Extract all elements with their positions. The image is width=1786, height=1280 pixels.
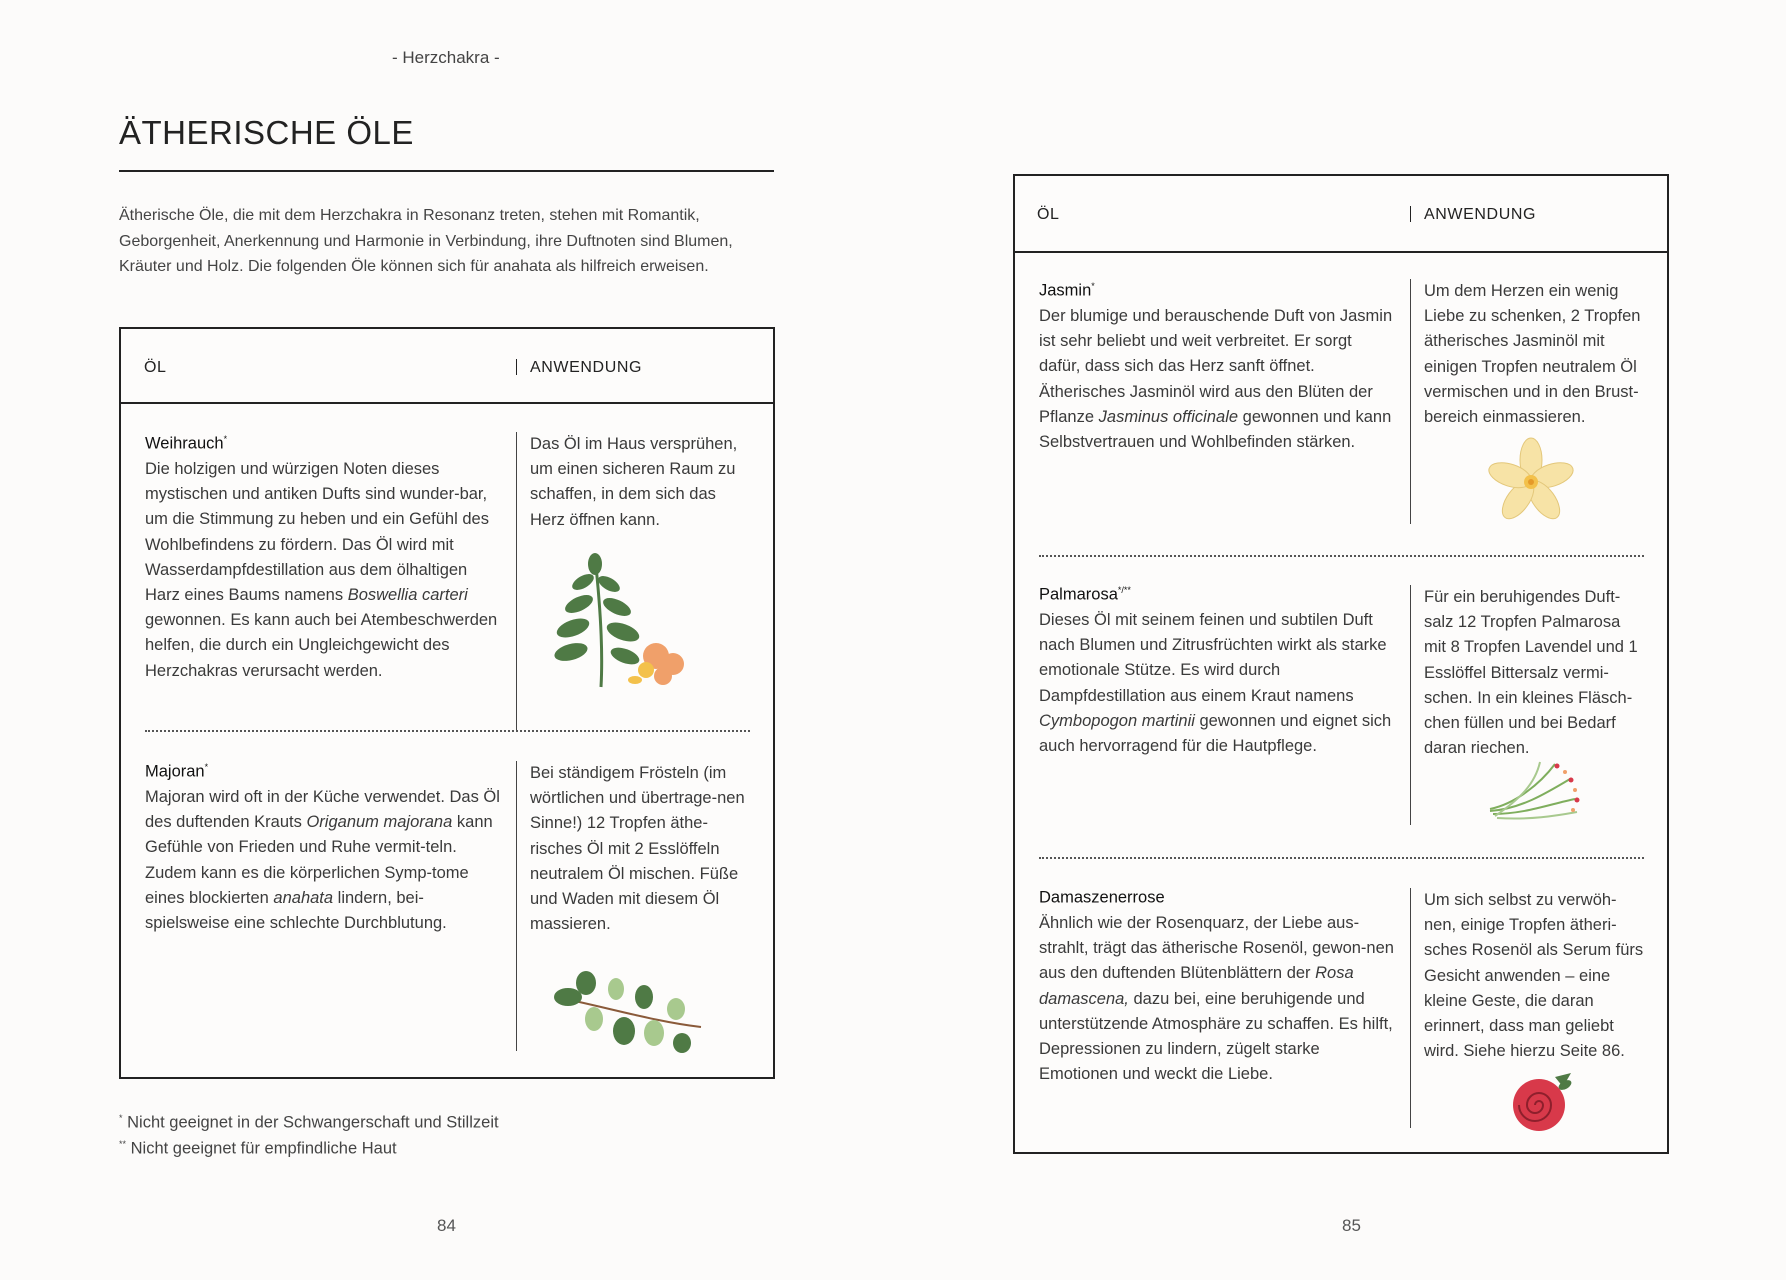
marjoram-sprig-icon <box>546 967 706 1062</box>
page-number: 84 <box>437 1216 456 1235</box>
oil-description-palmarosa: Dieses Öl mit seinem feinen und subtilen Duft nach Blumen und Zitrusfrüchten wirkt als starke emotionale Stütze. Es wird durch Dampfdestillation aus einem Kraut namens Cymbopogon martinii gewonnen und eignet sich auch hervorragend für die Hautpflege. <box>1039 611 1392 756</box>
right-page <box>893 0 1786 1280</box>
header-col-usage: ANWENDUNG <box>1424 206 1537 223</box>
column-divider <box>1410 888 1411 1128</box>
header-separator <box>516 359 517 375</box>
header-col-oil: ÖL <box>144 359 167 376</box>
page-number: 85 <box>1342 1216 1361 1235</box>
row-divider <box>1039 555 1644 557</box>
oils-table-right <box>1013 174 1669 1154</box>
column-divider <box>1410 585 1411 825</box>
running-head: - Herzchakra - <box>392 48 500 67</box>
oil-description-majoran: Majoran wird oft in der Küche verwendet. Das Öl des duftenden Krauts Origanum majorana kann Gefühle von Frieden und Ruhe vermit-teln. Zudem kann es die körperlichen Symp-tome eines blockierten anahata lindern, bei-spielsweise eine schlechte Durchblutung. <box>145 788 500 933</box>
oil-description-jasmin: Der blumige und berauschende Duft von Jasmin ist sehr beliebt und weit verbreitet. Er sorgt dafür, dass sich das Herz sanft öffnet. Ätherisches Jasminöl wird aus den Blüten der Pflanze Jasminus officinale gewonnen und kann Selbstvertrauen und Wohlbefinden stärken. <box>1039 307 1393 452</box>
oil-name-weihrauch: Weihrauch* <box>145 434 228 453</box>
footnote-sensitive-skin: ** Nicht geeignet für empfindliche Haut <box>119 1139 397 1158</box>
table-header <box>1015 176 1667 253</box>
row-divider <box>1039 857 1644 859</box>
palmarosa-grass-icon <box>1485 754 1585 829</box>
footnote-pregnancy: * Nicht geeignet in der Schwangerschaft und Stillzeit <box>119 1113 499 1132</box>
oil-usage-majoran: Bei ständigem Frösteln (im wörtlichen und übertrage-nen Sinne!) 12 Tropfen äthe-risches Öl mit 2 Esslöffeln neutralem Öl mischen. Füße und Waden mit diesem Öl massieren. <box>530 764 745 934</box>
header-col-oil: ÖL <box>1037 206 1060 223</box>
column-divider <box>516 432 517 732</box>
header-col-usage: ANWENDUNG <box>530 359 643 376</box>
frankincense-branch-icon <box>551 552 701 697</box>
oil-description-weihrauch: Die holzigen und würzigen Noten dieses mystischen und antiken Dufts sind wunder-bar, um die Stimmung zu heben und ein Gefühl des Wohlbefindens zu fördern. Das Öl wird mit Wasserdampfdestillation aus dem ölhaltigen Harz eines Baums namens Boswellia carteri gewonnen. Es kann auch bei Atembeschwerden helfen, die durch ein Ungleichgewicht des Herzchakras verursacht werden. <box>145 460 498 680</box>
column-divider <box>516 761 517 1051</box>
header-separator <box>1410 206 1411 222</box>
oil-name-jasmin: Jasmin* <box>1039 281 1095 300</box>
title-rule <box>119 170 774 172</box>
oil-name-palmarosa: Palmarosa*/** <box>1039 585 1131 604</box>
oils-table-left <box>119 327 775 1079</box>
row-divider <box>145 730 750 732</box>
intro-paragraph: Ätherische Öle, die mit dem Herzchakra in Resonanz treten, stehen mit Romantik, Geborgenheit, Anerkennung und Harmonie in Verbindung, ihre Duftnoten sind Blumen, Kräuter und Holz. Die folgenden Öle können sich für anahata als hilfreich erweisen. <box>119 207 733 275</box>
rose-icon <box>1505 1069 1577 1140</box>
oil-usage-jasmin: Um dem Herzen ein wenig Liebe zu schenken, 2 Tropfen ätherisches Jasminöl mit einigen Tropfen neutralem Öl vermischen und in den Brust-bereich einmassieren. <box>1424 282 1641 427</box>
oil-name-damaszenerrose: Damaszenerrose <box>1039 888 1165 907</box>
table-header <box>121 329 773 404</box>
oil-usage-weihrauch: Das Öl im Haus versprühen, um einen sicheren Raum zu schaffen, in dem sich das Herz öffnen kann. <box>530 435 738 529</box>
oil-usage-palmarosa: Für ein beruhigendes Duft-salz 12 Tropfen Palmarosa mit 8 Tropfen Lavendel und 1 Esslöffel Bittersalz vermi-schen. In ein kleines Fläsch-chen füllen und bei Bedarf daran riechen. <box>1424 588 1638 758</box>
page-title: ÄTHERISCHE ÖLE <box>119 114 414 151</box>
oil-usage-damaszenerrose: Um sich selbst zu verwöh-nen, einige Tropfen ätheri-sches Rosenöl als Serum fürs Gesicht anwenden – eine kleine Geste, die daran erinnert, dass man geliebt wird. Siehe hierzu Seite 86. <box>1424 891 1644 1061</box>
column-divider <box>1410 279 1411 524</box>
oil-name-majoran: Majoran* <box>145 762 209 781</box>
oil-description-damaszenerrose: Ähnlich wie der Rosenquarz, der Liebe aus-strahlt, trägt das ätherische Rosenöl, gewon-nen aus den duftenden Blütenblättern der Rosa damascena, dazu bei, eine beruhigende und unterstützende Atmosphäre zu schaffen. Es hilft, Depressionen zu lindern, zügelt starke Emotionen und weckt die Liebe. <box>1039 914 1394 1084</box>
jasmine-flower-icon <box>1485 436 1577 531</box>
